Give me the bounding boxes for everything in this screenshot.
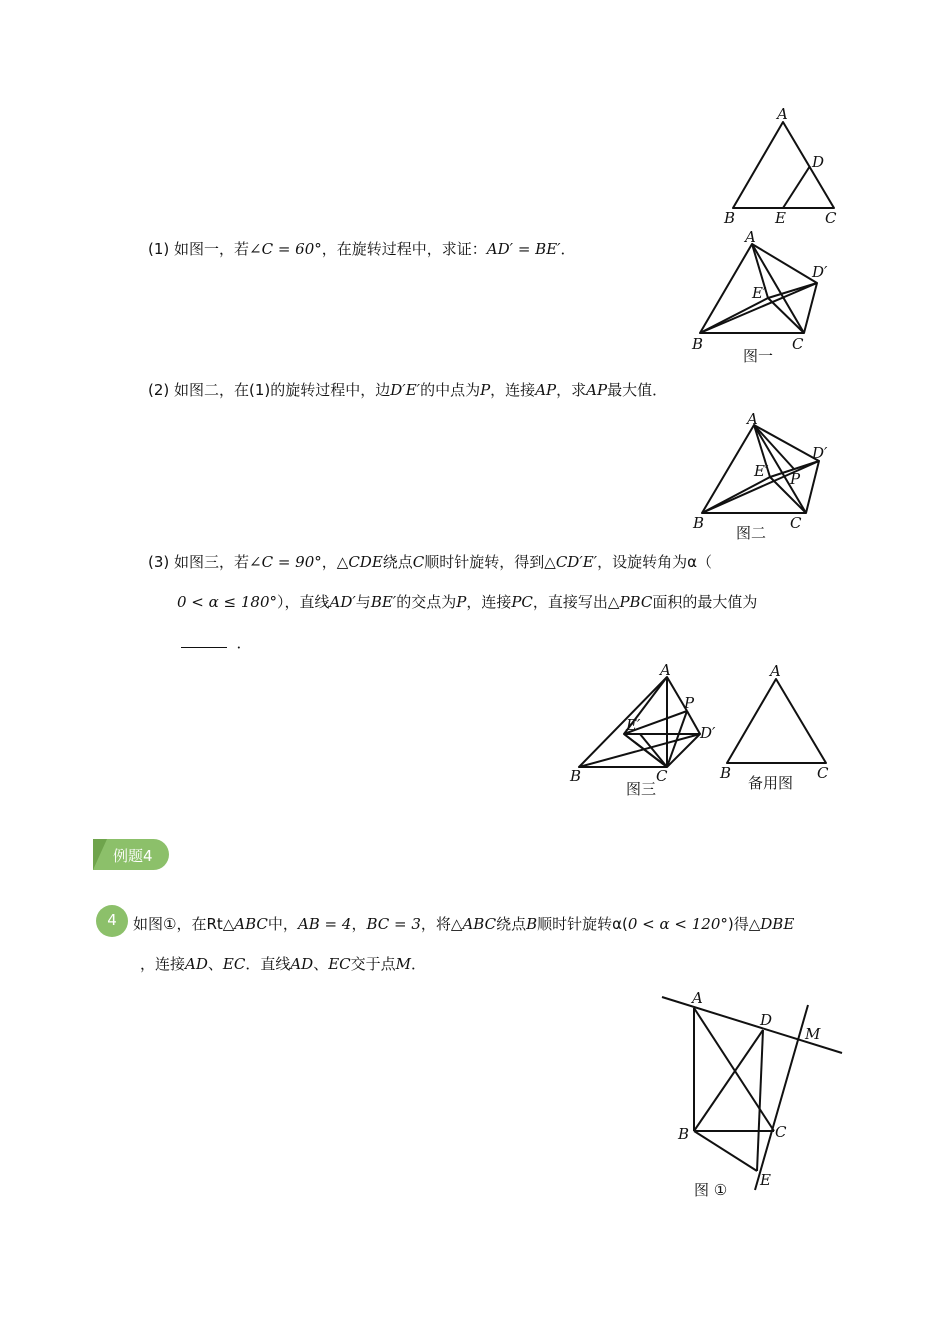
question-2: (2) 如图二，在(1)的旋转过程中，边D′E′的中点为P，连接AP，求AP最大值．: [148, 381, 668, 399]
label-d-prime: D′: [700, 724, 716, 742]
segment-de: [757, 1030, 763, 1171]
label-e: E: [775, 209, 786, 227]
caption-figure-2: 图二: [736, 524, 767, 542]
label-b: B: [570, 767, 582, 785]
label-b: B: [678, 1125, 690, 1143]
problem-number-badge: 4: [96, 905, 128, 937]
label-d-prime: D′: [812, 444, 828, 462]
example-line-2: ，连接AD、EC．直线AD、EC交于点M．: [140, 955, 427, 973]
label-d: D: [760, 1011, 773, 1029]
caption-figure-1: 图一: [743, 347, 774, 365]
label-d-prime: D′: [812, 263, 828, 281]
label-d: D: [812, 153, 825, 171]
label-a: A: [770, 662, 781, 680]
label-c: C: [825, 209, 837, 227]
label-e-prime: E′: [626, 716, 641, 734]
caption-spare-figure: 备用图: [748, 774, 794, 792]
label-a: A: [660, 661, 671, 679]
label-c: C: [656, 767, 668, 785]
caption-figure-4: 图 ①: [694, 1181, 728, 1199]
badge-label: 例题4: [113, 847, 153, 865]
caption-figure-3: 图三: [626, 780, 657, 798]
question-1: (1) 如图一，若∠C = 60°，在旋转过程中，求证：AD′ = BE′．: [148, 240, 576, 258]
label-e: E: [760, 1171, 771, 1189]
question-3-line-3: ．: [181, 633, 252, 653]
example-line-1: 如图①，在Rt△ABC中，AB = 4，BC = 3，将△ABC绕点B顺时针旋转α(0 < α < 120°)得△DBE: [133, 915, 795, 933]
label-e-prime: E′: [754, 462, 769, 480]
label-c: C: [817, 764, 829, 782]
label-b: B: [693, 514, 705, 532]
question-3-line-1: (3) 如图三，若∠C = 90°，△CDE绕点C顺时针旋转，得到△CD′E′，设旋转角为α（: [148, 553, 712, 571]
segment-be: [694, 1131, 757, 1171]
label-c: C: [792, 335, 804, 353]
label-b: B: [720, 764, 732, 782]
label-a: A: [747, 410, 758, 428]
label-p: P: [790, 470, 801, 488]
label-m: M: [805, 1025, 821, 1043]
label-a: A: [692, 989, 703, 1007]
label-c: C: [790, 514, 802, 532]
label-b: B: [692, 335, 704, 353]
question-3-line-2: 0 < α ≤ 180°），直线AD′与BE′的交点为P，连接PC，直接写出△PBC面积的最大值为: [177, 593, 758, 611]
label-p: P: [684, 694, 695, 712]
label-a: A: [745, 228, 756, 246]
segment-bd: [694, 1030, 763, 1131]
label-c: C: [775, 1123, 787, 1141]
label-a: A: [777, 105, 788, 123]
label-b: B: [724, 209, 736, 227]
label-e-prime: E′: [752, 284, 767, 302]
